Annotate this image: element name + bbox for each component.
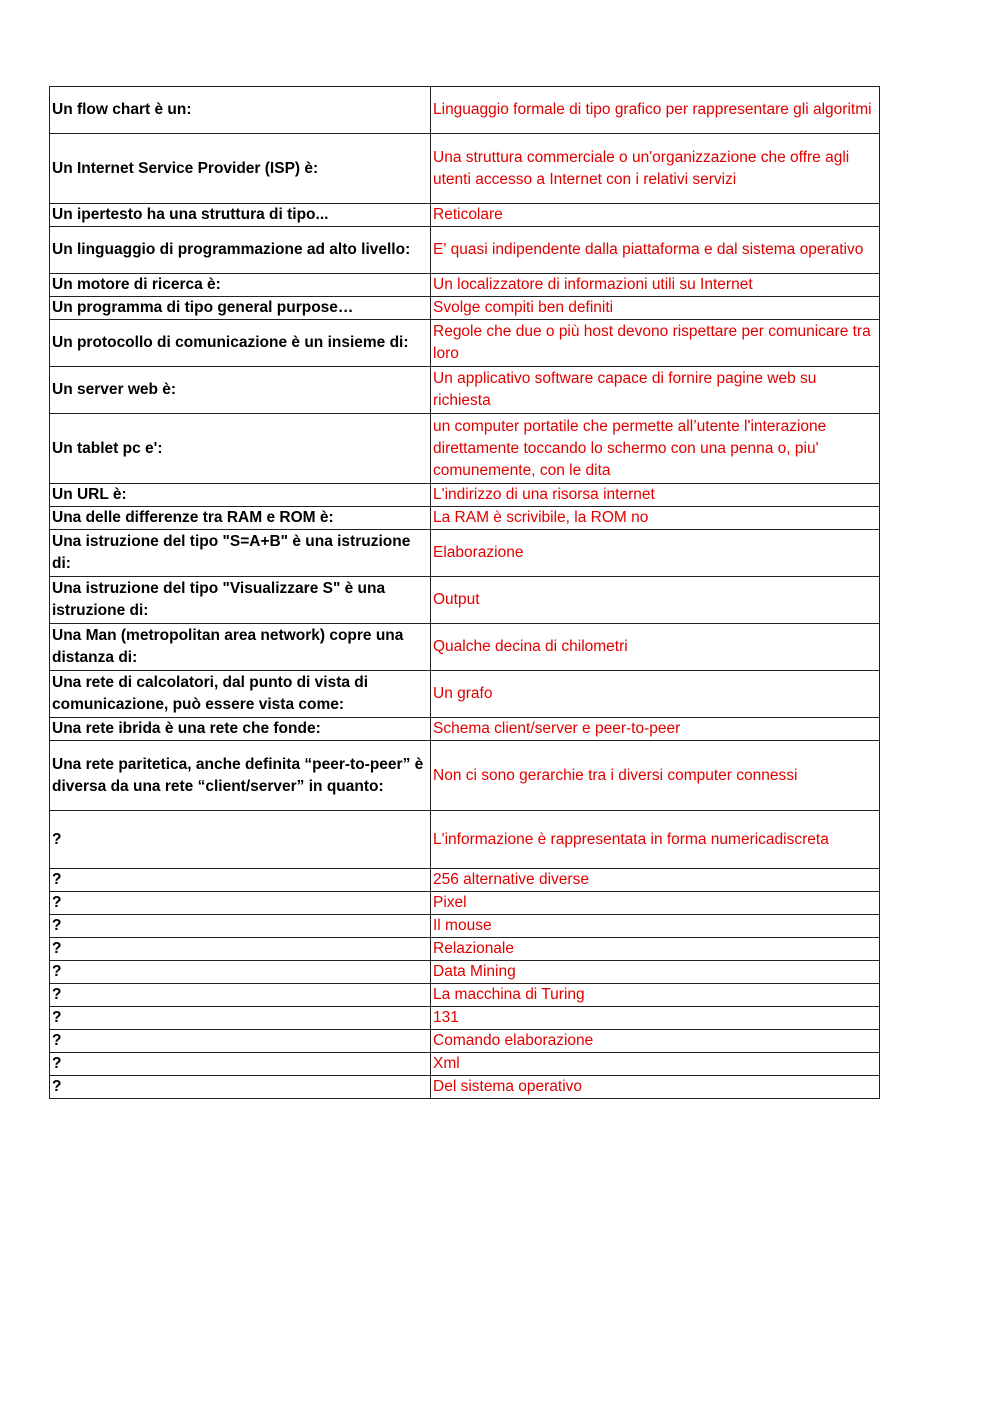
answer-cell: 131 (431, 1007, 880, 1030)
table-row (50, 961, 880, 984)
table-row (50, 915, 880, 938)
table-row (50, 507, 880, 530)
question-cell: Una istruzione del tipo "Visualizzare S" è una istruzione di: (50, 577, 431, 624)
question-cell: Un ipertesto ha una struttura di tipo... (50, 204, 431, 227)
table-row (50, 577, 880, 624)
table-row (50, 811, 880, 869)
answer-cell: Un grafo (431, 671, 880, 718)
table-row (50, 227, 880, 274)
table-row (50, 414, 880, 484)
question-cell: Un flow chart è un: (50, 87, 431, 134)
question-cell: ? (50, 984, 431, 1007)
question-cell: Un URL è: (50, 484, 431, 507)
answer-cell: Non ci sono gerarchie tra i diversi computer connessi (431, 741, 880, 811)
question-cell: Una Man (metropolitan area network) copre una distanza di: (50, 624, 431, 671)
answer-cell: Del sistema operativo (431, 1076, 880, 1099)
question-cell: Un motore di ricerca è: (50, 274, 431, 297)
question-cell: ? (50, 961, 431, 984)
question-cell: Un Internet Service Provider (ISP) è: (50, 134, 431, 204)
question-cell: ? (50, 1076, 431, 1099)
answer-cell: Elaborazione (431, 530, 880, 577)
answer-cell: Data Mining (431, 961, 880, 984)
table-row (50, 1053, 880, 1076)
question-cell: Una rete di calcolatori, dal punto di vista di comunicazione, può essere vista come: (50, 671, 431, 718)
answer-cell: Un localizzatore di informazioni utili su Internet (431, 274, 880, 297)
table-row (50, 204, 880, 227)
answer-cell: Regole che due o più host devono rispettare per comunicare tra loro (431, 320, 880, 367)
table-row (50, 1076, 880, 1099)
question-cell: ? (50, 915, 431, 938)
table-row (50, 1030, 880, 1053)
question-cell: ? (50, 892, 431, 915)
table-row (50, 320, 880, 367)
question-cell: Una rete ibrida è una rete che fonde: (50, 718, 431, 741)
table-row (50, 938, 880, 961)
table-row (50, 274, 880, 297)
qa-table (49, 86, 880, 1099)
table-row (50, 869, 880, 892)
answer-cell: 256 alternative diverse (431, 869, 880, 892)
question-cell: Un protocollo di comunicazione è un insieme di: (50, 320, 431, 367)
question-cell: Un server web è: (50, 367, 431, 414)
table-row (50, 530, 880, 577)
question-cell: Un tablet pc e': (50, 414, 431, 484)
question-cell: Una rete paritetica, anche definita “peer-to-peer” è diversa da una rete “client/server” in quanto: (50, 741, 431, 811)
answer-cell: L'indirizzo di una risorsa internet (431, 484, 880, 507)
answer-cell: Svolge compiti ben definiti (431, 297, 880, 320)
table-row (50, 87, 880, 134)
question-cell: Una istruzione del tipo "S=A+B" è una istruzione di: (50, 530, 431, 577)
question-cell: ? (50, 1053, 431, 1076)
table-row (50, 984, 880, 1007)
answer-cell: Una struttura commerciale o un'organizzazione che offre agli utenti accesso a Internet con i relativi servizi (431, 134, 880, 204)
question-cell: ? (50, 1030, 431, 1053)
answer-cell: un computer portatile che permette all’utente l'interazione direttamente toccando lo schermo con una penna o, piu' comunemente, con le dita (431, 414, 880, 484)
table-row (50, 671, 880, 718)
question-cell: ? (50, 1007, 431, 1030)
answer-cell: Xml (431, 1053, 880, 1076)
answer-cell: Un applicativo software capace di fornire pagine web su richiesta (431, 367, 880, 414)
answer-cell: Comando elaborazione (431, 1030, 880, 1053)
table-row (50, 718, 880, 741)
answer-cell: Relazionale (431, 938, 880, 961)
table-row (50, 134, 880, 204)
answer-cell: Pixel (431, 892, 880, 915)
table-row (50, 484, 880, 507)
answer-cell: La macchina di Turing (431, 984, 880, 1007)
answer-cell: Output (431, 577, 880, 624)
answer-cell: La RAM è scrivibile, la ROM no (431, 507, 880, 530)
table-row (50, 741, 880, 811)
answer-cell: L'informazione è rappresentata in forma numericadiscreta (431, 811, 880, 869)
answer-cell: Qualche decina di chilometri (431, 624, 880, 671)
question-cell: Una delle differenze tra RAM e ROM è: (50, 507, 431, 530)
answer-cell: Il mouse (431, 915, 880, 938)
answer-cell: Schema client/server e peer-to-peer (431, 718, 880, 741)
answer-cell: E' quasi indipendente dalla piattaforma e dal sistema operativo (431, 227, 880, 274)
question-cell: Un linguaggio di programmazione ad alto livello: (50, 227, 431, 274)
answer-cell: Linguaggio formale di tipo grafico per rappresentare gli algoritmi (431, 87, 880, 134)
table-row (50, 892, 880, 915)
table-row (50, 624, 880, 671)
question-cell: ? (50, 811, 431, 869)
table-row (50, 367, 880, 414)
question-cell: ? (50, 869, 431, 892)
table-row (50, 297, 880, 320)
answer-cell: Reticolare (431, 204, 880, 227)
table-row (50, 1007, 880, 1030)
question-cell: ? (50, 938, 431, 961)
question-cell: Un programma di tipo general purpose… (50, 297, 431, 320)
